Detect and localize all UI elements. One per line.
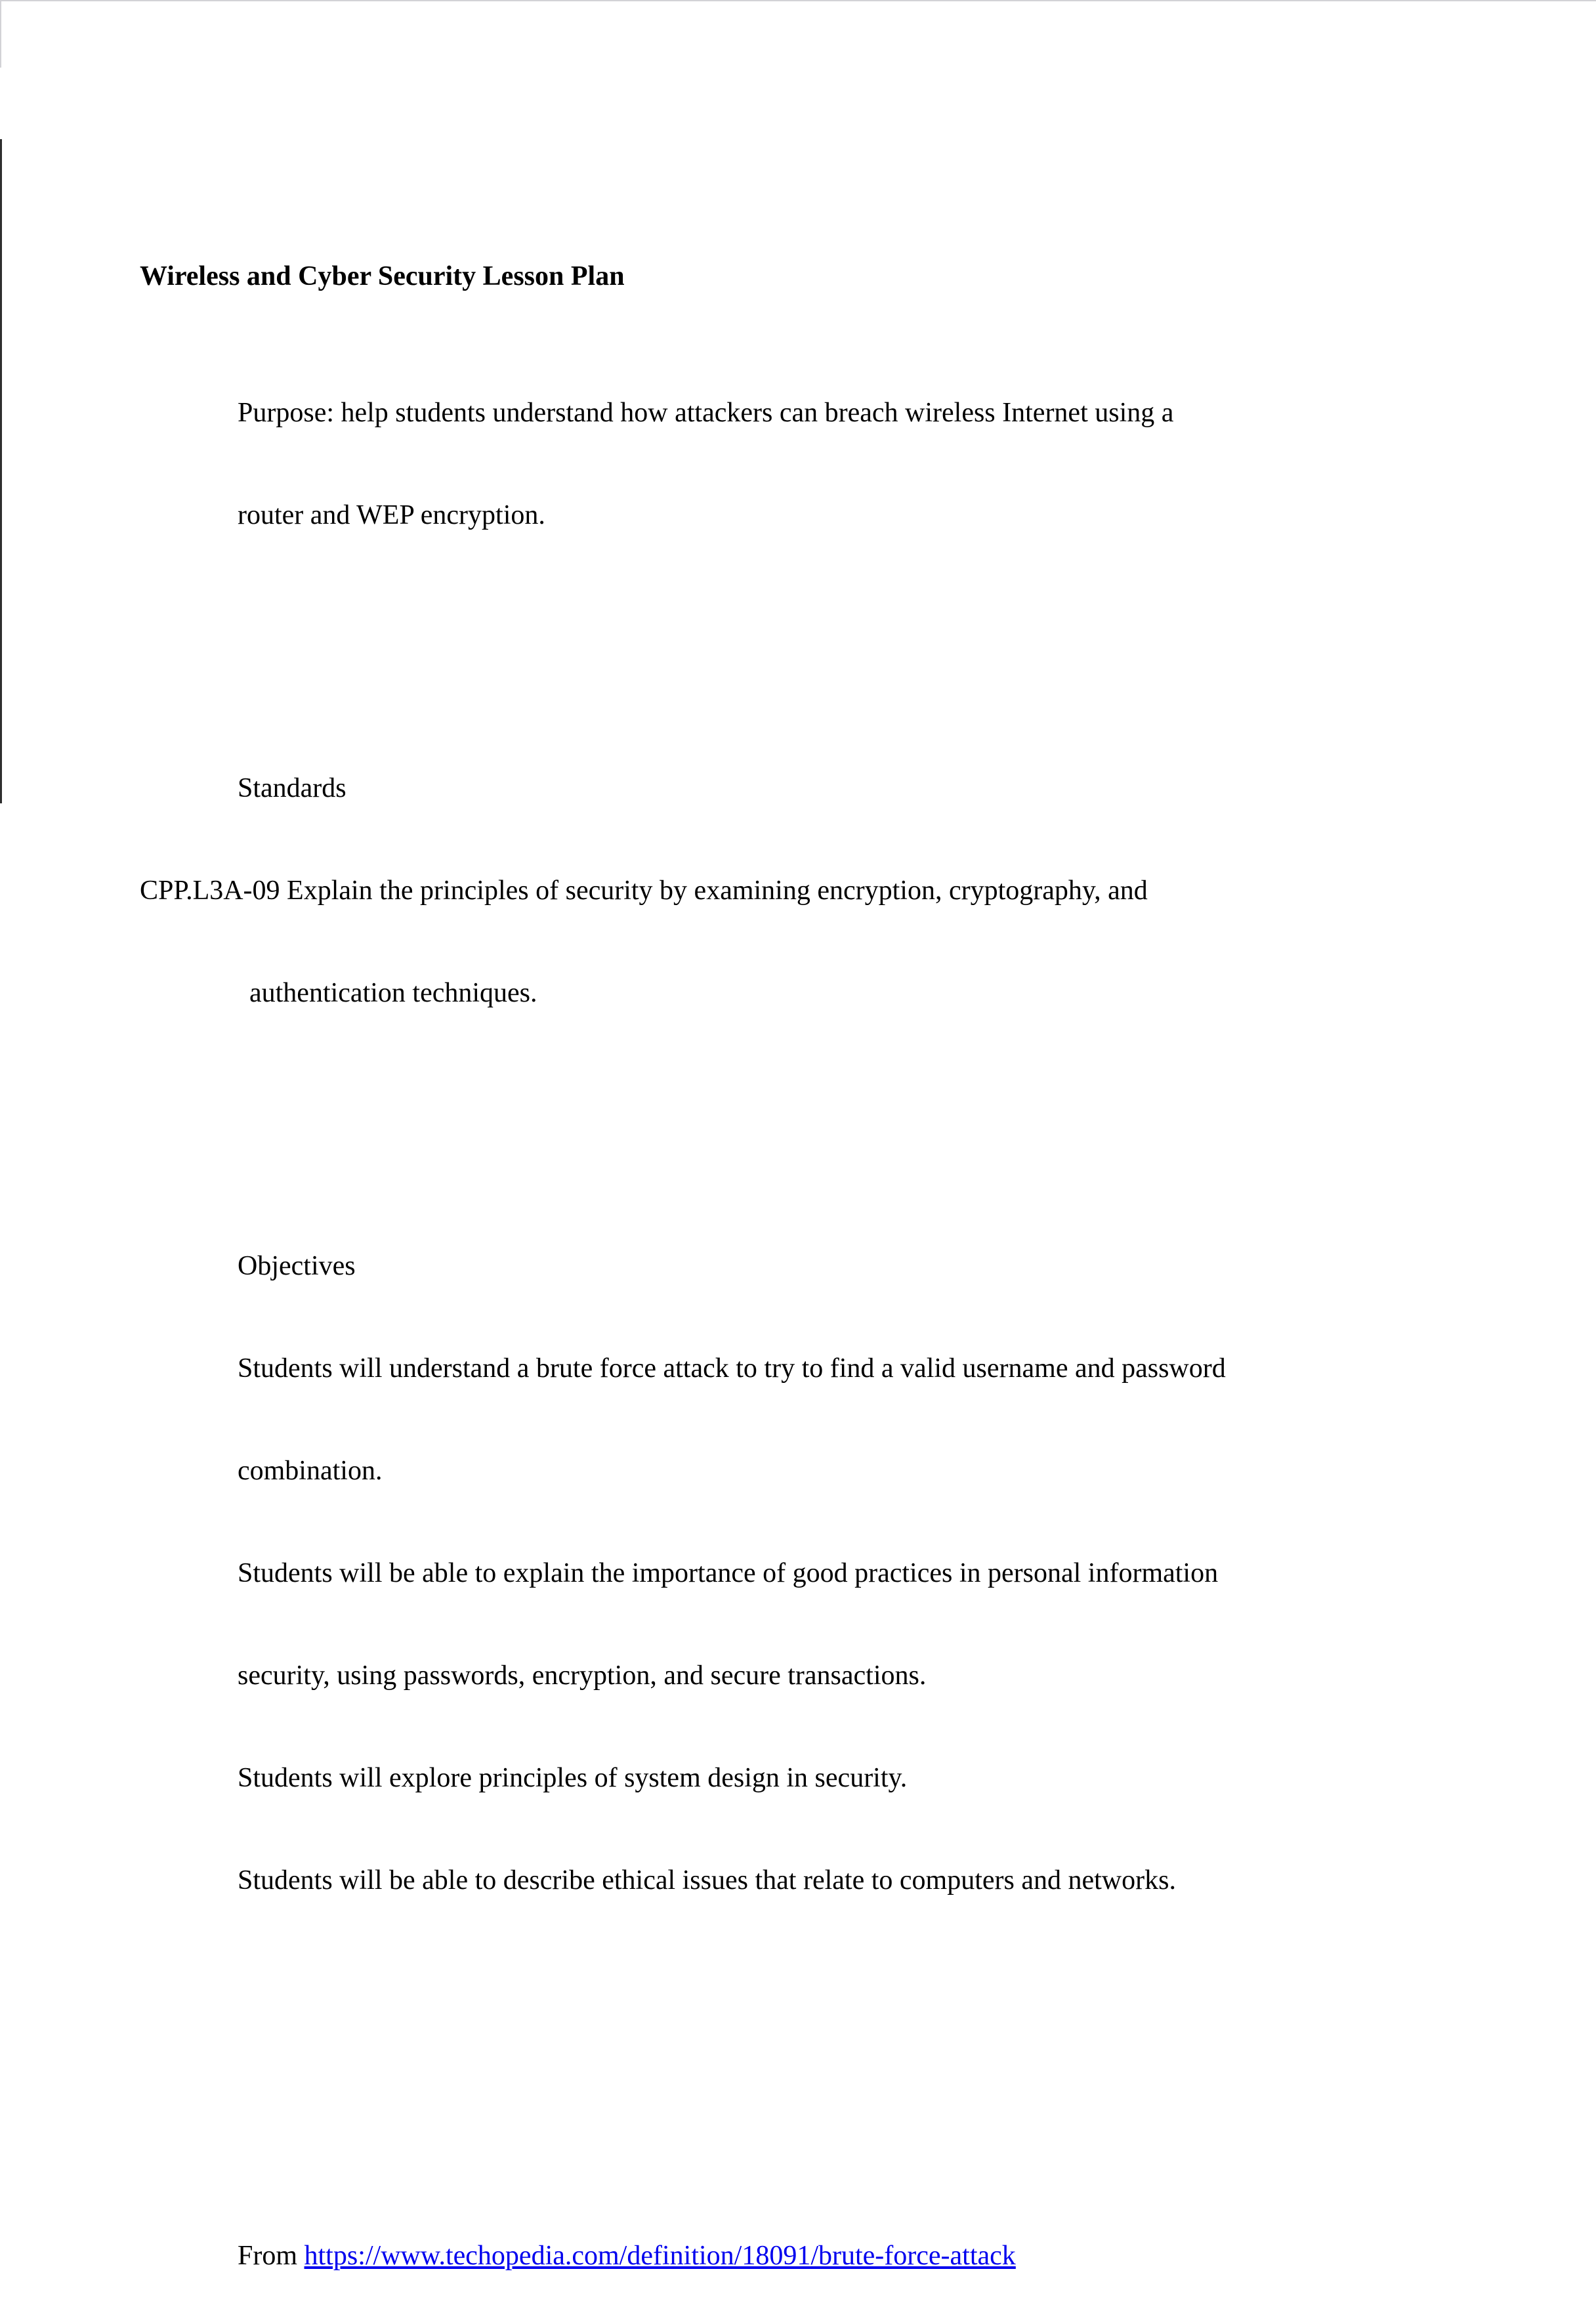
objective-line: Students will understand a brute force attack to try to find a valid username and password	[238, 1353, 1226, 1384]
left-edge-light-border	[0, 0, 1, 68]
blank-line	[140, 2000, 1518, 2034]
standards-line-2: authentication techniques.	[249, 978, 537, 1008]
source-hyperlink[interactable]: https://www.techopedia.com/definition/18091/brute-force-attack	[304, 2241, 1016, 2271]
objective-line: combination.	[238, 1456, 383, 1486]
window-top-border	[0, 0, 1596, 1]
purpose-line-2: router and WEP encryption.	[238, 500, 545, 530]
objectives-heading: Objectives	[238, 1251, 356, 1281]
objective-line: security, using passwords, encryption, and secure transactions.	[238, 1661, 927, 1691]
standards-line-1: CPP.L3A-09 Explain the principles of security by examining encryption, cryptography, and	[140, 876, 1148, 906]
source-prefix: From	[238, 2241, 304, 2271]
lesson-plan-document	[140, 191, 1518, 2307]
blank-line	[140, 635, 1518, 669]
blank-line	[140, 2102, 1518, 2136]
left-edge-dark-border	[0, 139, 2, 803]
objective-line: Students will be able to describe ethical issues that relate to computers and networks.	[238, 1865, 1176, 1895]
objective-line: Students will explore principles of system design in security.	[238, 1763, 908, 1793]
purpose-line-1: Purpose: help students understand how attackers can breach wireless Internet using a	[238, 398, 1174, 428]
objective-line: Students will be able to explain the importance of good practices in personal information	[238, 1558, 1219, 1588]
standards-heading: Standards	[238, 773, 346, 803]
blank-line	[140, 1112, 1518, 1147]
document-title: Wireless and Cyber Security Lesson Plan	[140, 261, 625, 291]
source-line	[140, 2239, 1518, 2273]
